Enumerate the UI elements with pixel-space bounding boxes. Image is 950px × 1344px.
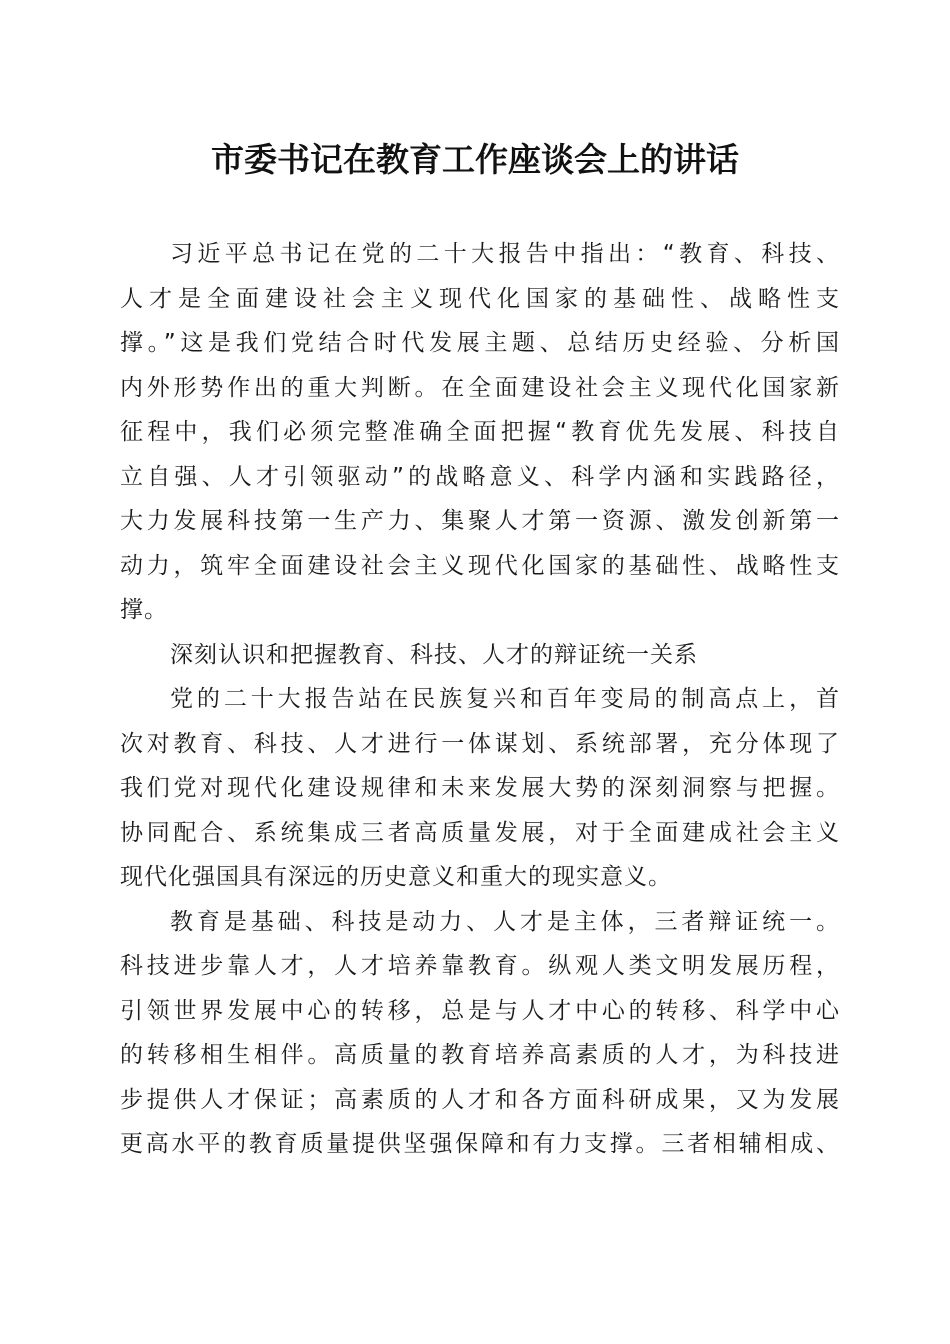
text-line: 的转移相生相伴。高质量的教育培养高素质的人才，为科技进: [120, 1042, 840, 1068]
text-line: 习近平总书记在党的二十大报告中指出：“教育、科技、: [170, 241, 840, 267]
text-line: 撑。: [120, 597, 168, 623]
text-line: 人才是全面建设社会主义现代化国家的基础性、战略性支: [120, 285, 840, 312]
text-line: 动力，筑牢全面建设社会主义现代化国家的基础性、战略性支: [120, 552, 840, 579]
document-body: [120, 232, 840, 1167]
text-line: 大力发展科技第一生产力、集聚人才第一资源、激发创新第一: [120, 508, 840, 534]
text-line: 协同配合、系统集成三者高质量发展，对于全面建成社会主义: [120, 819, 840, 846]
text-line: 科技进步靠人才，人才培养靠教育。纵观人类文明发展历程，: [120, 953, 840, 979]
text-line: 立自强、人才引领驱动”的战略意义、科学内涵和实践路径，: [120, 463, 840, 490]
text-line: 步提供人才保证；高素质的人才和各方面科研成果，又为发展: [120, 1086, 840, 1113]
text-line: 党的二十大报告站在民族复兴和百年变局的制高点上，首: [170, 686, 840, 712]
text-line: 内外形势作出的重大判断。在全面建设社会主义现代化国家新: [120, 374, 840, 401]
text-line: 教育是基础、科技是动力、人才是主体，三者辩证统一。: [170, 908, 840, 935]
text-line: 次对教育、科技、人才进行一体谋划、系统部署，充分体现了: [120, 730, 840, 757]
text-line: 更高水平的教育质量提供坚强保障和有力支撑。三者相辅相成、: [120, 1131, 840, 1157]
text-line: 征程中，我们必须完整准确全面把握“教育优先发展、科技自: [120, 419, 840, 445]
text-line: 引领世界发展中心的转移，总是与人才中心的转移、科学中心: [120, 997, 840, 1024]
text-line: 深刻认识和把握教育、科技、人才的辩证统一关系: [170, 641, 698, 668]
document-title: 市委书记在教育工作座谈会上的讲话: [211, 140, 739, 179]
text-line: 我们党对现代化建设规律和未来发展大势的深刻洞察与把握。: [120, 775, 840, 801]
text-line: 撑。”这是我们党结合时代发展主题、总结历史经验、分析国: [120, 330, 840, 356]
text-line: 现代化强国具有深远的历史意义和重大的现实意义。: [120, 864, 672, 890]
